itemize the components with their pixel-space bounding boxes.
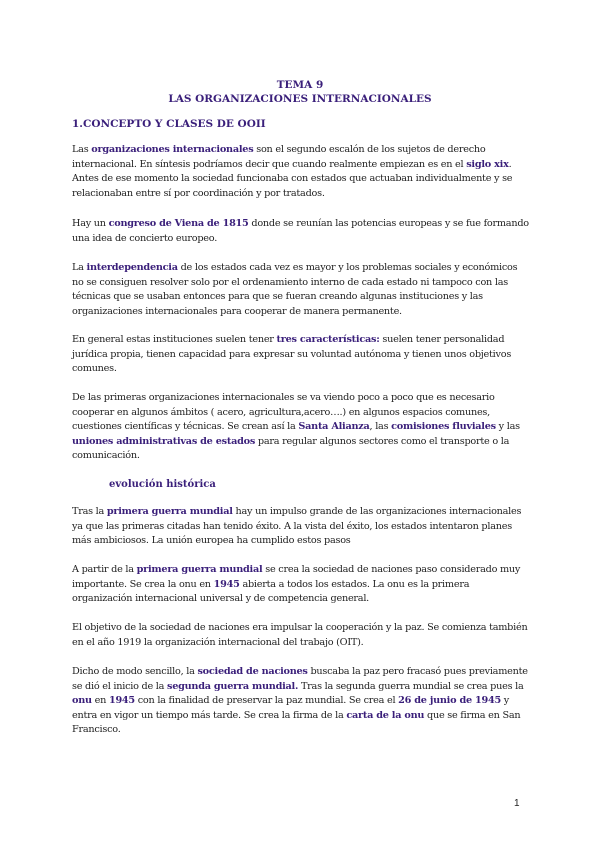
paragraph (72, 665, 530, 738)
bold-term: 26 de junio de 1945 (398, 695, 501, 706)
text-run: suelen tener personalidad jurídica propia, tienen capacidad para expresar su voluntad autónoma y tienen unos objetivos comunes. (72, 334, 512, 374)
bold-term: congreso de Viena de 1815 (108, 218, 249, 229)
bold-term: interdependencia (86, 262, 178, 273)
text-run: donde se reunían las potencias europeas y se fue formando una idea de concierto europeo. (72, 218, 529, 244)
text-run: A partir de la (72, 564, 137, 575)
text-run: La (72, 262, 87, 273)
section-heading: 1.CONCEPTO Y CLASES DE OOII (72, 118, 266, 130)
bold-term: 1945 (108, 695, 135, 706)
bold-term: organizaciones internacionales (91, 144, 254, 155)
text-run: que se firma en San Francisco. (72, 709, 521, 735)
paragraph (72, 217, 530, 246)
bold-term: segunda guerra mundial. (167, 680, 299, 692)
text-run: abierta a todos los estados. La onu es la primera organización internacional universal y de competencia general. (72, 578, 470, 604)
text-run: , las (369, 421, 392, 432)
text-run: . Antes de ese momento la sociedad funcionaba con estados que actuaban individualmente y se relacionaban entre sí por coordinación y por tratados. (72, 158, 513, 199)
bold-term: onu (72, 695, 92, 706)
text-run: en (91, 695, 109, 706)
text-run: y las (495, 421, 520, 432)
text-run: son el segundo escalón de los sujetos de derecho internacional. En síntesis podríamos decir que cuando realmente empiezan es en el (72, 144, 486, 170)
paragraph (72, 391, 530, 464)
text-run: se crea la sociedad de naciones paso considerado muy importante. Se crea la onu en (72, 564, 521, 590)
text-run: y entra en vigor un tiempo más tarde. Se crea la firma de la (72, 695, 510, 721)
bold-term: uniones administrativas de estados (72, 435, 256, 447)
paragraph (72, 261, 530, 319)
text-run: Las (72, 144, 92, 155)
bold-term: primera guerra mundial (106, 506, 233, 517)
bold-term: siglo xix (466, 158, 509, 170)
paragraph (72, 563, 530, 607)
subheading: evolución histórica (109, 479, 216, 490)
bold-term: tres características: (276, 334, 380, 345)
text-run: Tras la (72, 506, 107, 517)
text-run: Dicho de modo sencillo, la (72, 666, 198, 677)
text-run: Hay un (72, 218, 109, 229)
text-run: con la finalidad de preservar la paz mundial. Se crea el (134, 695, 399, 706)
text-run: El objetivo de la sociedad de naciones era impulsar la cooperación y la paz. Se comienza también en el año 1919 la organización internacional del trabajo (OIT). (72, 622, 528, 648)
page-number: 1 (514, 798, 520, 809)
bold-term: sociedad de naciones (197, 666, 308, 677)
bold-term: Santa Alianza (298, 421, 370, 432)
bold-term: carta de la onu (346, 709, 425, 721)
title-line-1: TEMA 9 (276, 79, 324, 91)
bold-term: primera guerra mundial (136, 564, 263, 575)
text-run: Tras la segunda guerra mundial se crea pues la (298, 680, 524, 692)
text-run: De las primeras organizaciones internacionales se va viendo poco a poco que es necesario cooperar en algunos ámbitos ( acero, agricultura,acero….) en algunos espacios comunes, cuestiones científicas y técnicas. Se crean así la (72, 392, 495, 432)
paragraph (72, 143, 530, 201)
text-run: para regular algunos sectores como el transporte o la comunicación. (72, 435, 510, 461)
title-line-2: LAS ORGANIZACIONES INTERNACIONALES (168, 93, 432, 105)
paragraph (72, 621, 530, 650)
bold-term: 1945 (213, 578, 240, 590)
text-run: hay un impulso grande de las organizaciones internacionales ya que las primeras citadas han tenido éxito. A la vista del éxito, los estados intentaron planes más ambiciosos. La unión europea ha cumplido estos pasos (72, 506, 522, 546)
document-title (72, 78, 528, 106)
paragraph (72, 505, 530, 549)
bold-term: comisiones fluviales (391, 421, 496, 432)
paragraph (72, 333, 530, 377)
text-run: En general estas instituciones suelen tener (72, 334, 277, 345)
text-run: de los estados cada vez es mayor y los problemas sociales y económicos no se consiguen resolver solo por el ordenamiento interno de cada estado ni tampoco con las técnicas que se usaban entonces para que se fueran creando algunas instituciones y las organizaciones internacionales para cooperar de manera permanente. (72, 262, 518, 317)
text-run: buscaba la paz pero fracasó pues previamente se dió el inicio de la (72, 666, 528, 692)
